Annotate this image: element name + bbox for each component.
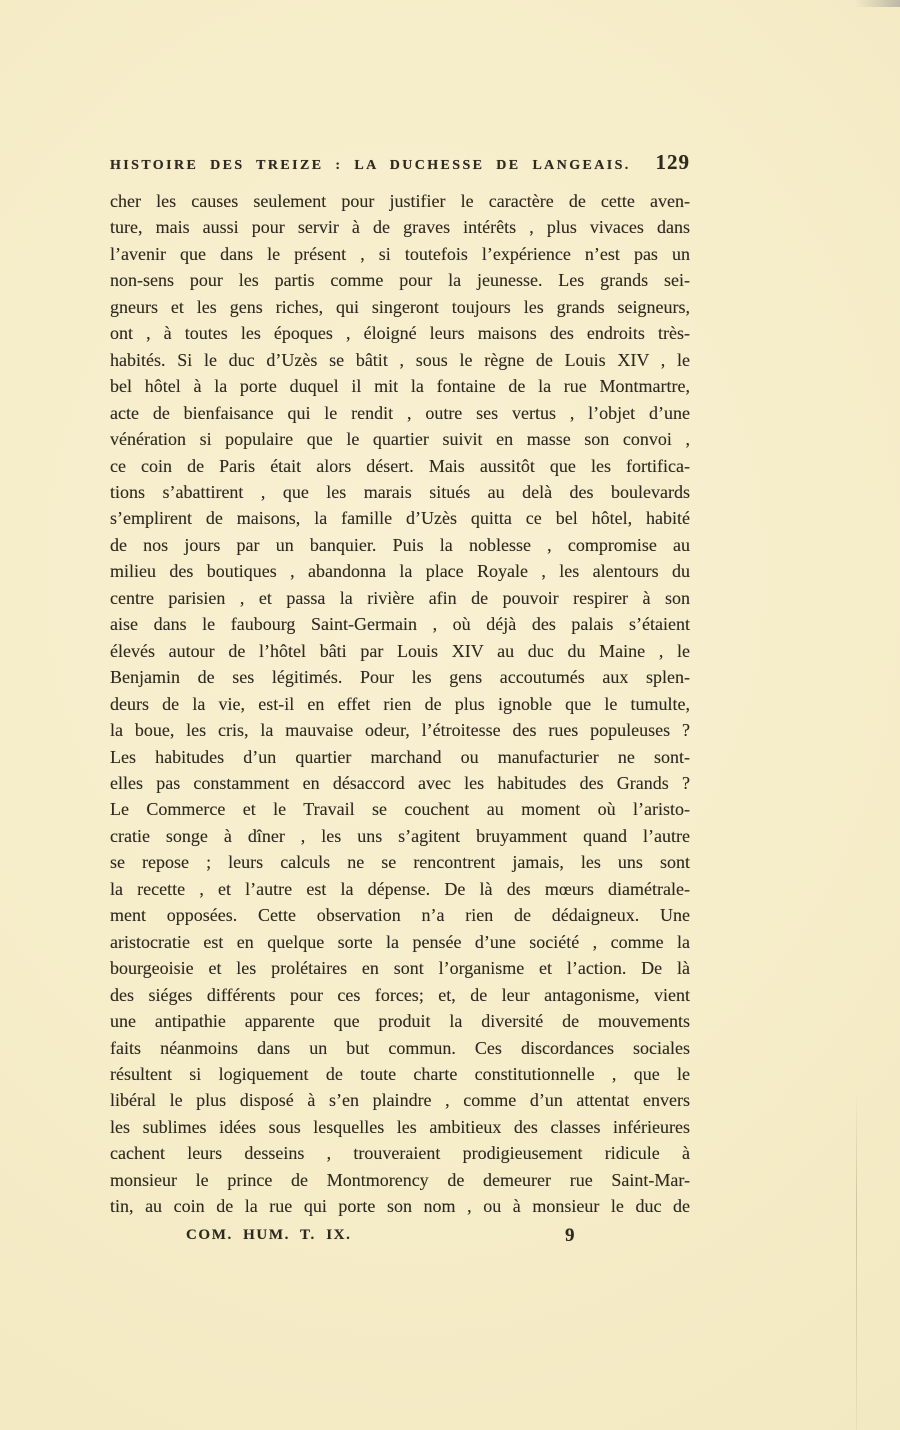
text-line: l’avenir que dans le présent , si toutefois l’expérience n’est pas un [110, 243, 690, 264]
text-line: se repose ; leurs calculs ne se rencontrent jamais, les uns sont [110, 852, 690, 873]
text-line: ce coin de Paris était alors désert. Mais aussitôt que les fortifica- [110, 455, 690, 476]
text-line: bel hôtel à la porte duquel il mit la fontaine de la rue Montmartre, [110, 376, 690, 397]
text-line: libéral le plus disposé à s’en plaindre , comme d’un attentat envers [110, 1090, 690, 1111]
signature-mark: COM. HUM. T. IX. [186, 1226, 352, 1243]
gathering-number: 9 [565, 1224, 575, 1246]
text-line: ont , à toutes les époques , éloigné leurs maisons des endroits très- [110, 323, 690, 344]
text-line: aristocratie est en quelque sorte la pensée d’une société , comme la [110, 931, 690, 952]
running-header [110, 150, 690, 175]
running-header-title: HISTOIRE DES TREIZE : LA DUCHESSE DE LANGEAIS. [110, 158, 631, 173]
scan-corner-shadow [854, 0, 900, 7]
text-line: la boue, les cris, la mauvaise odeur, l’étroitesse des rues populeuses ? [110, 720, 690, 741]
text-line: tin, au coin de la rue qui porte son nom , ou à monsieur le duc de [110, 1196, 690, 1217]
text-line: élevés autour de l’hôtel bâti par Louis XIV au duc du Maine , le [110, 640, 690, 661]
text-line: cher les causes seulement pour justifier le caractère de cette aven- [110, 191, 690, 211]
text-line: Les habitudes d’un quartier marchand ou manufacturier ne sont- [110, 746, 690, 767]
page-edge-crease [856, 1090, 857, 1430]
page-number: 129 [655, 150, 690, 174]
text-line: de nos jours par un banquier. Puis la noblesse , compromise au [110, 534, 690, 555]
text-line: vénération si populaire que le quartier suivit en masse son convoi , [110, 429, 690, 450]
text-line: Le Commerce et le Travail se couchent au moment où l’aristo- [110, 799, 690, 820]
text-line: la recette , et l’autre est la dépense. De là des mœurs diamétrale- [110, 878, 690, 899]
text-line: résultent si logiquement de toute charte constitutionnelle , que le [110, 1063, 690, 1084]
text-line: monsieur le prince de Montmorency de demeurer rue Saint-Mar- [110, 1169, 690, 1190]
text-line: ment opposées. Cette observation n’a rien de dédaigneux. Une [110, 905, 690, 926]
text-line: ture, mais aussi pour servir à de graves intérêts , plus vivaces dans [110, 217, 690, 238]
text-line: non-sens pour les partis comme pour la jeunesse. Les grands sei- [110, 270, 690, 291]
text-line: habités. Si le duc d’Uzès se bâtit , sous le règne de Louis XIV , le [110, 349, 690, 370]
text-line: les sublimes idées sous lesquelles les ambitieux des classes inférieures [110, 1116, 690, 1137]
text-line: elles pas constamment en désaccord avec les habitudes des Grands ? [110, 772, 690, 793]
text-line: gneurs et les gens riches, qui singeront toujours les grands seigneurs, [110, 296, 690, 317]
text-line: une antipathie apparente que produit la diversité de mouvements [110, 1011, 690, 1032]
text-line: bourgeoisie et les prolétaires en sont l’organisme et l’action. De là [110, 958, 690, 979]
text-line: aise dans le faubourg Saint-Germain , où déjà des palais s’étaient [110, 614, 690, 635]
text-line: s’emplirent de maisons, la famille d’Uzès quitta ce bel hôtel, habité [110, 508, 690, 529]
text-line: deurs de la vie, est-il en effet rien de plus ignoble que le tumulte, [110, 693, 690, 714]
text-line: cachent leurs desseins , trouveraient prodigieusement ridicule à [110, 1143, 690, 1164]
text-line: Benjamin de ses légitimés. Pour les gens accoutumés aux splen- [110, 667, 690, 688]
text-block [110, 150, 690, 1253]
text-line: milieu des boutiques , abandonna la place Royale , les alentours du [110, 561, 690, 582]
body-text [110, 188, 690, 1220]
text-line: faits néanmoins dans un but commun. Ces discordances sociales [110, 1037, 690, 1058]
text-line: cratie songe à dîner , les uns s’agitent bruyamment quand l’autre [110, 825, 690, 846]
text-line: acte de bienfaisance qui le rendit , outre ses vertus , l’objet d’une [110, 402, 690, 423]
text-line: des siéges différents pour ces forces; et, de leur antagonisme, vient [110, 984, 690, 1005]
text-line: tions s’abattirent , que les marais situés au delà des boulevards [110, 481, 690, 502]
text-line: centre parisien , et passa la rivière afin de pouvoir respirer à son [110, 587, 690, 608]
page-footer [110, 1225, 690, 1253]
